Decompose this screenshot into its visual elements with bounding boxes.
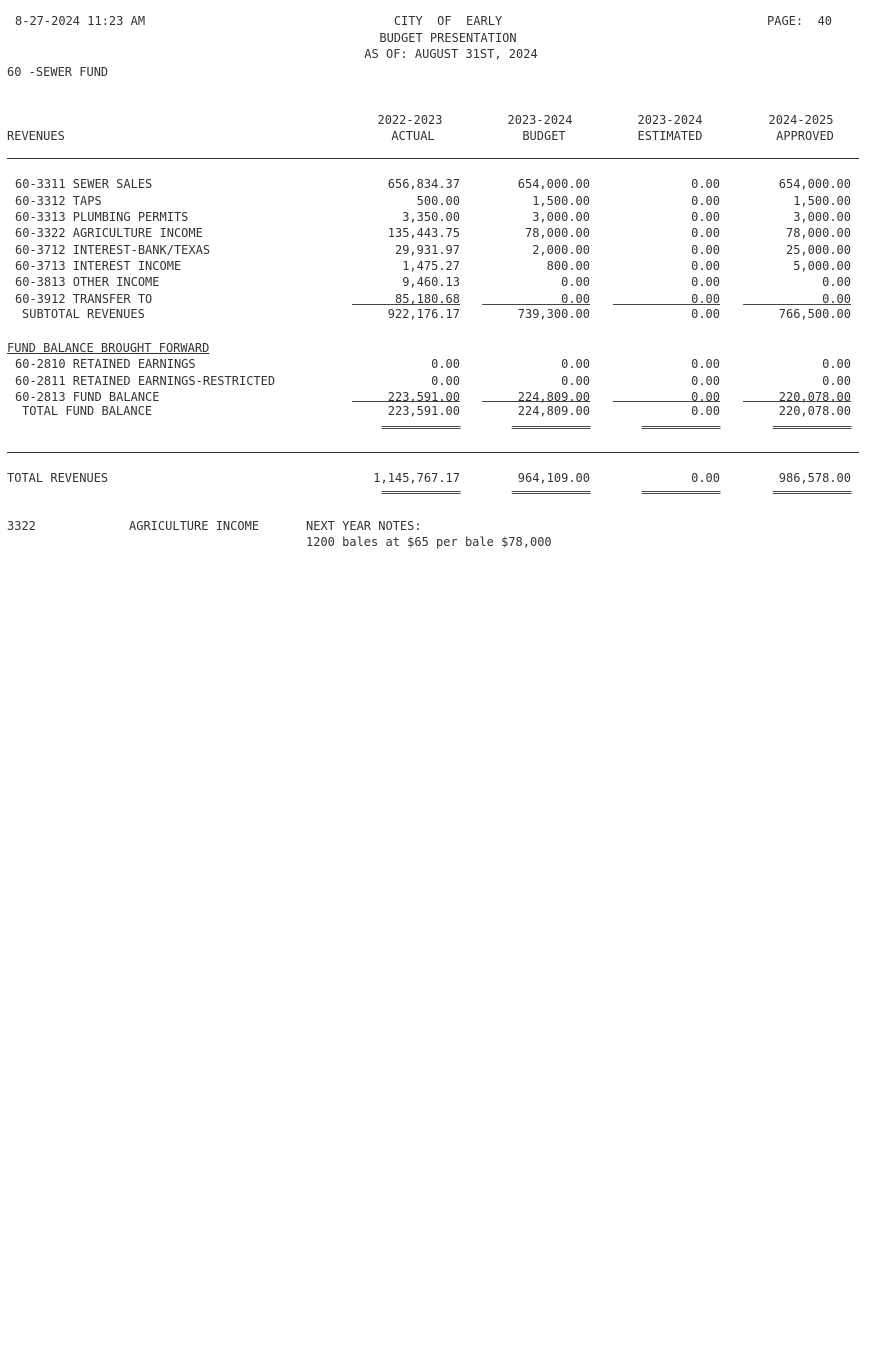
- section-rule: [7, 452, 859, 453]
- row-actual: 9,460.13: [402, 275, 460, 289]
- col-budget-label: BUDGET: [522, 129, 566, 143]
- subtotal-estimated: 0.00: [691, 307, 720, 321]
- row-approved: 5,000.00: [793, 259, 851, 273]
- row-approved: 0.00: [822, 357, 851, 371]
- row-estimated: 0.00: [691, 374, 720, 388]
- col-approved-year: 2024-2025: [768, 113, 834, 127]
- total-fund-balance-label: TOTAL FUND BALANCE: [22, 404, 153, 418]
- total-fund-balance-approved: 220,078.00: [778, 404, 851, 418]
- row-approved: 0.00: [822, 292, 851, 306]
- row-label: 60-3912 TRANSFER TO: [15, 292, 153, 306]
- row-approved: 0.00: [822, 275, 851, 289]
- row-budget: 0.00: [561, 357, 590, 371]
- report-title: BUDGET PRESENTATION: [379, 31, 517, 45]
- total-revenues-actual: 1,145,767.17: [373, 471, 460, 485]
- row-budget: 1,500.00: [532, 194, 590, 208]
- double-rule: ==============: [772, 486, 851, 499]
- row-label: 60-2813 FUND BALANCE: [15, 390, 160, 404]
- report-city: CITY OF EARLY: [393, 14, 503, 28]
- col-estimated-year: 2023-2024: [637, 113, 703, 127]
- subtotal-rule: [352, 304, 460, 305]
- page-number: PAGE: 40: [767, 14, 833, 28]
- row-label: 60-3713 INTEREST INCOME: [15, 259, 182, 273]
- double-rule: ==============: [511, 486, 590, 499]
- row-estimated: 0.00: [691, 226, 720, 240]
- col-approved-label: APPROVED: [776, 129, 834, 143]
- row-estimated: 0.00: [691, 177, 720, 191]
- subtotal-rule: [482, 304, 590, 305]
- subtotal-rule: [743, 304, 851, 305]
- row-label: 60-3313 PLUMBING PERMITS: [15, 210, 189, 224]
- row-approved: 78,000.00: [785, 226, 851, 240]
- double-rule: ==============: [641, 421, 720, 434]
- note-text: 1200 bales at $65 per bale $78,000: [306, 535, 552, 549]
- col-estimated-label: ESTIMATED: [637, 129, 703, 143]
- total-fund-balance-rule: [482, 401, 590, 402]
- row-estimated: 0.00: [691, 243, 720, 257]
- total-revenues-budget: 964,109.00: [517, 471, 590, 485]
- note-heading: NEXT YEAR NOTES:: [306, 519, 422, 533]
- row-estimated: 0.00: [691, 292, 720, 306]
- double-rule: ==============: [381, 421, 460, 434]
- row-budget: 800.00: [546, 259, 590, 273]
- row-actual: 135,443.75: [387, 226, 460, 240]
- note-account-code: 3322: [7, 519, 36, 533]
- row-budget: 0.00: [561, 374, 590, 388]
- double-rule: ==============: [511, 421, 590, 434]
- row-label: 60-2810 RETAINED EARNINGS: [15, 357, 196, 371]
- header-rule: [7, 158, 859, 159]
- subtotal-rule: [613, 304, 720, 305]
- row-budget: 0.00: [561, 292, 590, 306]
- row-estimated: 0.00: [691, 210, 720, 224]
- row-actual: 85,180.68: [394, 292, 460, 306]
- row-estimated: 0.00: [691, 194, 720, 208]
- total-fund-balance-rule: [743, 401, 851, 402]
- total-revenues-approved: 986,578.00: [778, 471, 851, 485]
- section-label-revenues: REVENUES: [7, 129, 65, 143]
- row-estimated: 0.00: [691, 390, 720, 404]
- row-actual: 29,931.97: [394, 243, 460, 257]
- row-budget: 3,000.00: [532, 210, 590, 224]
- row-estimated: 0.00: [691, 357, 720, 371]
- row-label: 60-2811 RETAINED EARNINGS-RESTRICTED: [15, 374, 276, 388]
- subtotal-actual: 922,176.17: [387, 307, 460, 321]
- row-actual: 0.00: [431, 374, 460, 388]
- row-actual: 500.00: [416, 194, 460, 208]
- col-actual-year: 2022-2023: [377, 113, 443, 127]
- row-approved: 0.00: [822, 374, 851, 388]
- subtotal-label: SUBTOTAL REVENUES: [22, 307, 145, 321]
- row-label: 60-3712 INTEREST-BANK/TEXAS: [15, 243, 211, 257]
- row-budget: 78,000.00: [524, 226, 590, 240]
- row-label: 60-3322 AGRICULTURE INCOME: [15, 226, 203, 240]
- row-label: 60-3813 OTHER INCOME: [15, 275, 160, 289]
- total-fund-balance-estimated: 0.00: [691, 404, 720, 418]
- col-actual-label: ACTUAL: [391, 129, 435, 143]
- fund-balance-heading: FUND BALANCE BROUGHT FORWARD: [7, 341, 210, 355]
- double-rule: ==============: [772, 421, 851, 434]
- total-revenues-label: TOTAL REVENUES: [7, 471, 109, 485]
- row-estimated: 0.00: [691, 275, 720, 289]
- row-budget: 2,000.00: [532, 243, 590, 257]
- note-account-name: AGRICULTURE INCOME: [129, 519, 260, 533]
- report-datetime: 8-27-2024 11:23 AM: [15, 14, 146, 28]
- row-approved: 25,000.00: [785, 243, 851, 257]
- fund-name: 60 -SEWER FUND: [7, 65, 109, 79]
- double-rule: ==============: [641, 486, 720, 499]
- row-approved: 654,000.00: [778, 177, 851, 191]
- row-label: 60-3311 SEWER SALES: [15, 177, 153, 191]
- total-fund-balance-actual: 223,591.00: [387, 404, 460, 418]
- subtotal-approved: 766,500.00: [778, 307, 851, 321]
- total-fund-balance-rule: [352, 401, 460, 402]
- row-label: 60-3312 TAPS: [15, 194, 102, 208]
- total-fund-balance-rule: [613, 401, 720, 402]
- row-budget: 224,809.00: [517, 390, 590, 404]
- subtotal-budget: 739,300.00: [517, 307, 590, 321]
- row-approved: 220,078.00: [778, 390, 851, 404]
- row-actual: 656,834.37: [387, 177, 460, 191]
- row-actual: 223,591.00: [387, 390, 460, 404]
- row-actual: 1,475.27: [402, 259, 460, 273]
- double-rule: ==============: [381, 486, 460, 499]
- row-actual: 3,350.00: [402, 210, 460, 224]
- row-actual: 0.00: [431, 357, 460, 371]
- total-fund-balance-budget: 224,809.00: [517, 404, 590, 418]
- row-approved: 3,000.00: [793, 210, 851, 224]
- row-budget: 0.00: [561, 275, 590, 289]
- total-revenues-estimated: 0.00: [691, 471, 720, 485]
- report-as-of: AS OF: AUGUST 31ST, 2024: [364, 47, 538, 61]
- row-approved: 1,500.00: [793, 194, 851, 208]
- row-budget: 654,000.00: [517, 177, 590, 191]
- row-estimated: 0.00: [691, 259, 720, 273]
- col-budget-year: 2023-2024: [507, 113, 573, 127]
